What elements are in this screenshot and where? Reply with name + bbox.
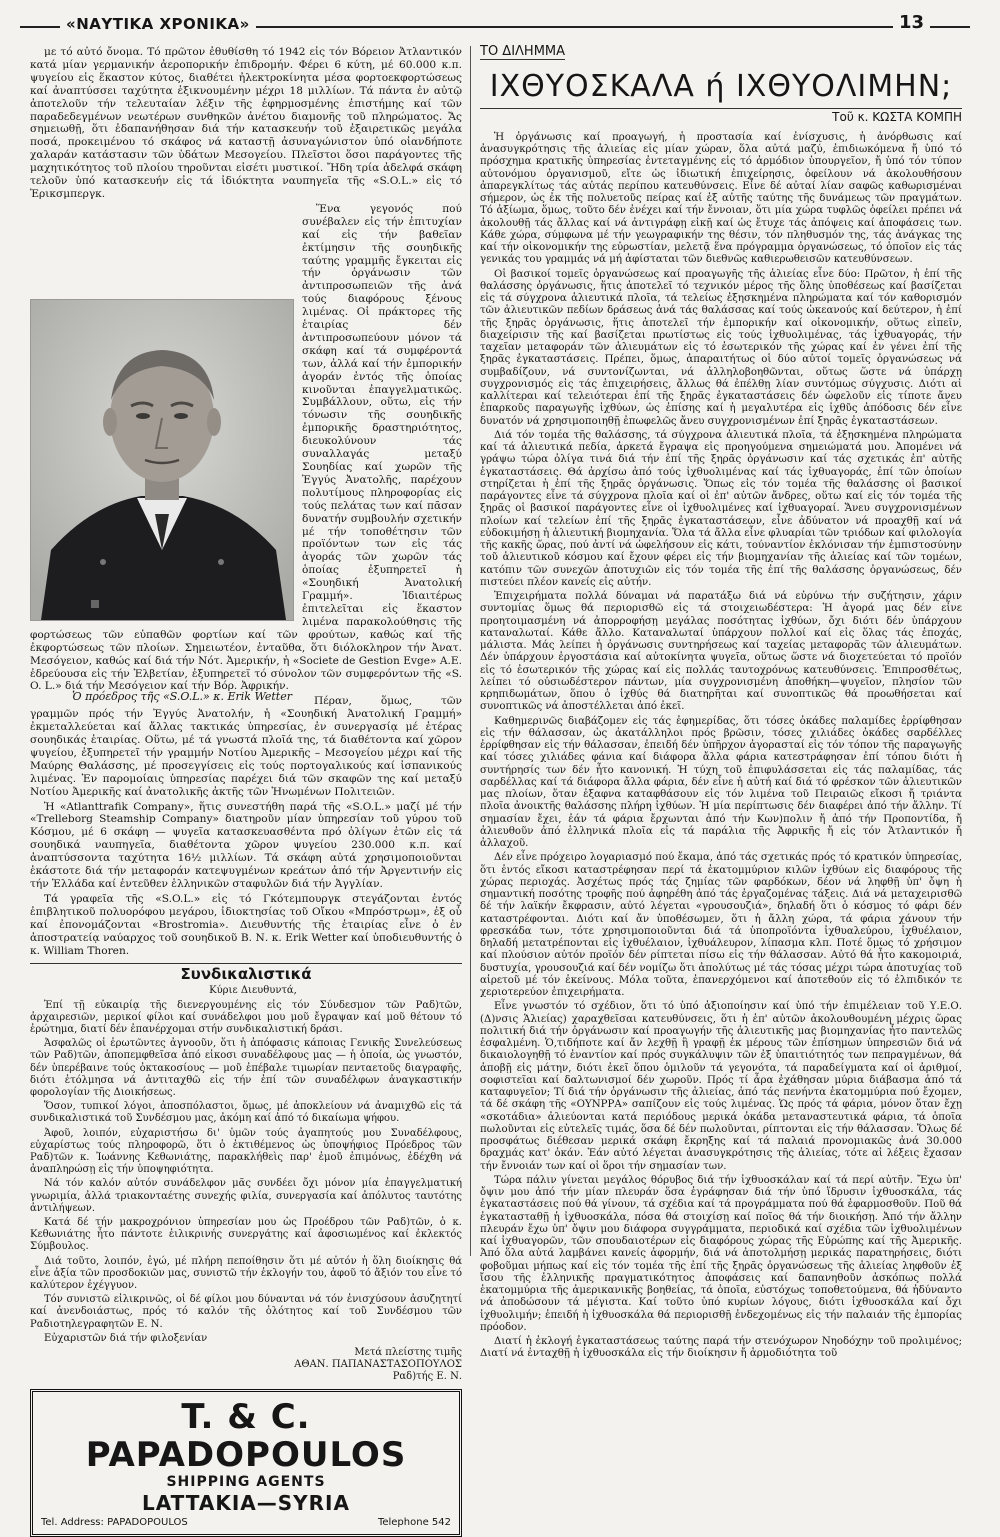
paragraph: Καθημερινῶς διαβάζομεν εἰς τάς ἐφημερίδας, ὅτι τόσες ὀκάδες παλαμίδες ἐρρίφθησαν εἰς τήν θάλασσαν, ὡς ἀκατάλληλοι πρός βρῶσιν, τόσες χιλιάδες ὀκάδες σαρδέλλες ἐρρίφθησαν εἰς τήν θάλασσαν, ἐπειδή δέν ὑπῆρχον ἀγορασταί εἰς τόν τόπον τῆς παραγωγῆς καί τόσες χιλιάδες φάνια καί διάφορα ἄλλα φάρια κατεστράφησαν ἐπί τόπου διότι ἡ συντήρησίς των δέν ἦτο κανονική. Ἡ τύχη τοῦ ἐπιφυλάσσεται εἰς τάς παλαμίδας, τάς σαρδέλλας καί τά διάφορα ἄλλα φάρια, δέν εἶνε ἡ αὐτή καί διά τό φρέσκον τῶν ἁλιευτικῶν μας πλοίων, ὅταν ἐξαφνα καταφθάσουν εἰς τόν λιμένα τοῦ Πειραιῶς εἴκοσι ἤ τριάντα πλοῖα ἀνοικτῆς θαλάσσης πλήρη ἰχθύων. Ἡ μία περίπτωσις δέν διαφέρει ἀπό τήν ἄλλην. Τί σημασίαν ἔχει, ἐάν τά φάρια ἔρχωνται ἀπό τήν Κων)πολιν ἤ ἀπό τήν Προποντίδα, ἤ ἀλιευθοῦν ἀπό ἑλληνικά πλοῖα εἰς τά παράλια τῆς Ἀφρικῆς ἤ εἰς τόν Ἀτλαντικόν ἤ ἀλλαχοῦ. bbox=[480, 715, 962, 850]
paragraph: Εἶνε γνωστόν τό σχέδιον, ὅτι τό ὑπό ἀξιοποίησιν καί ὑπό τήν ἐπιμέλειαν τοῦ Υ.Ε.Ο. (Δ)νσις Ἁλιείας) χαραχθεῖσαι κατευθύνσεις, ὅτι ἡ ἐπ' αὐτῶν ἀκολουθουμένη μέχρις ὥρας πολιτική διά τήν ὀργάνωσιν καί προαγωγήν τῆς ἁλιευτικῆς μας βιομηχανίας ἦτο παντελῶς ἐσφαλμένη. Ὁ,τιδήποτε καί ἄν λεχθῇ ἢ γραφῇ ἐκ μέρους τῶν ἐπίσημων ὑπηρεσιῶν διά νά δικαιολογηθῇ τό ἐναντίον καί πρός συγκάλυψιν τῶν ἐξ ὑπαιτιότητός των πεπραγμένων, θά ἀποβῇ εἰς μάτην, διότι ἐκεῖ ὅπου ὁμιλοῦν τά γεγονότα, τά παραδείγματα καί οἱ ἀριθμοί, σοφιστεῖαι καί δαλτωνισμοί δέν χωροῦν. Πρός τί ἆρα ἐχάθησαν μύρια διάβασμα ἀπό τά καταφυγεῖον; Τί διά τήν ὀργάνωσιν τῆς ἁλιείας, ἀπό τάς πενήντα ἑκατομμύρια πού ἔχομεν, τά δέ σκάφη τῆς «ΟΥΝΡΡΑ» σαπίζουν εἰς τούς λιμένας. Ὡς πρός τά φάρια, μόνον ὅταν ἔχῃ «σκοτάδια» ἀλιεύονται κατά περιόδους μερικά ὀκάδα μεταναστευτικά φάρια, τά ὁποῖα πωλοῦνται εἰς εὐτελεῖς τιμάς, ὅσα δέ δέν πωλοῦνται, ρίπτονται εἰς τήν θάλασσαν. Ὅλως δέ προσφάτως διέθεσαν μερικά σκάφη ἔκρηξης καί τά παλαιά προνομιακῶς ἀνά 30.000 δραχμάς κατ' ὀκάν. Ἐάν αὐτό λέγεται ἀνασυγκρότησις τῆς ἁλιείας, τότε αἱ λέξεις ἔχασαν τήν ἔννοιάν των καί οἱ ὅροι τήν σημασίαν των. bbox=[480, 1001, 962, 1172]
letter-salutation: Κύριε Διευθυντά, bbox=[209, 985, 297, 997]
letter-paragraph: Ἀφοῦ, λοιπόν, εὐχαριστήσω δι' ὑμῶν τούς ἀγαπητούς μου Συναδέλφους, εὐχαρίστως τούς πληροφορῶ, ὅτι ὁ ἐκτιθέμενος ὡς ὑποψήφιος Πρόεδρος τῶν Ραδ)τῶν κ. Ἰωάννης Κεθωνιάτης, παρακλήθεὶς παρ' ἐμοῦ ἐπιμόνως, ἐδέχθη νά ἀναπληρώσῃ εἰς τήν ὑποψηφιότητα. bbox=[30, 1127, 462, 1176]
column-divider bbox=[470, 46, 471, 1256]
article-continuation bbox=[30, 46, 462, 957]
ad-line: SHIPPING AGENTS bbox=[166, 1474, 326, 1491]
letter-paragraph: Νά τόν καλόν αὐτόν συνάδελφον μᾶς συνδέει ὄχι μόνον μία ἐπαγγελματική γνωριμία, ἀλλά τριακονταέτης συνεχής φιλία, συνεργασία καί ἀπόλυτος ταυτότης ἀντιλήψεων. bbox=[30, 1178, 462, 1214]
paragraph: Τώρα πάλιν γίνεται μεγάλος θόρυβος διά τήν ἰχθυοσκάλαν καί τά περί αὐτῆν. Ἔχω ὑπ' ὄψιν μου ἀπό τήν μίαν πλευράν ὅσα ἐγράφησαν διά τήν ὑπό ἵδρυσιν ἰχθυοσκάλα, τάς ἐγκαταστάσεις πού θά γίνουν, τά σχέδια καί τά προγράμματα πού θά ἐφαρμοσθοῦν. Ποῦ θά ἐγκατασταθῇ ἡ ἰχθυοσκάλα, πόσα θά στοιχίσῃ καί ποῖος θά τήν διοικήσῃ. Ἀπό τήν ἄλλην πλευράν ἔχω ὑπ' ὄψιν μου διάφορα συγγράμματα, περιοδικά καί σχέδια τῶν ἰχθυολιμένων καί ἰχθυαγορῶν, τῶν σπουδαιοτέρων εἰς διαφόρους χώρας τῆς Εὐρώπης καί τῆς Ἀμερικῆς. Ἀπό ὅλα αὐτά λαμβάνει κανείς ἀφορμήν, διά νά ἀποτολμήσῃ μερικάς παρατηρήσεις, διότι φοβοῦμαι μήπως καί εἰς τόν τομέα τῆς ἐπί τῆς ξηρᾶς ὀργανώσεως τῆς ἁλιείας ληφθοῦν ἐξ ἴσου τῆς ἑλληνικῆς πραγματικότητος ἀποφάσεις καί δαπανηθοῦν ἀσκόπως πολλά ἑκατομμύρια τῆς ἀμερικανικῆς βοηθείας, τά ὁποῖα, εὐστόχως τοποθετούμενα, θά ἠδύναντο νά ἀποδώσουν τά μέγιστα. Καί τοῦτο ὑπό κυρίων λόγους, διότι ἰχθυοσκάλα καί ὄχι ἰχθυολιμήν; ἐπειδή ἡ ἰχθυοσκάλα θά περιορισθῇ ἐνδεχομένως εἰς τήν παλαιάν τῆς ἐμπορίας πρόοδον. bbox=[480, 1174, 962, 1333]
letter-signature: ΑΘΑΝ. ΠΑΠΑΝΑΣΤΑΣΟΠΟΥΛΟΣ bbox=[294, 1359, 462, 1371]
right-column bbox=[480, 46, 962, 1363]
paragraph: Δέν εἶνε πρόχειρο λογαριασμό πού ἔκαμα, ἀπό τάς σχετικάς πρός τό κρατικόν ὑπηρεσίας, ὅτι ἐντός εἴκοσι καταστρέφησαν περί τά ἐκατομμύριον κιλῶν ἰχθύων εἰς διαφόρους τῆς χώρας περιοχάς. Ἀσχέτως πρός τάς ζημίας τῶν φαρδόκων, δέον νά ληφθῇ ὑπ' ὄψη ἡ σημαντική ποσότης τροφῆς πού ἀφηρέθη ἀπό τάς ἐργαζομένας τάξεις. Διά νά μεταχειρισθῶ δέ τήν λαϊκήν ἔκφρασιν, αὐτό λέγεται «γρουσουζιά», δηλαδή ὅτι ὁ κόσμος τό φάρι δέν καταστρέφονται. Διότι καί ἄν ὑποθέσωμεν, ὅτι ἡ ἄλλη χώρα, τά φάρια χάνουν τήν φρεσκάδα των, τότε χρησιμοποιοῦνται διά τά ὑποπροϊόντα ἰχθυαλεύρου, ἰχθυέλαιον, δηλαδή μετατρέπονται εἰς ἰχθυέλαιον, ἰχθυάλευρον, λίπασμα κλπ. Ποτέ ὅμως τό χρήσιμον καί πλούσιον αὐτόν προϊόν δέν ρίπτεται πίσω εἰς τήν θάλασσαν. Αὐτό θά ἦτο κακομοιριά, δυστυχία, γρουσουζιά καί δέν νομίζω ὅτι ἀπολύτως μέ τάς τόσας μέχρι τώρα ἀποτυχίας τοῦ αἱρετοῦ μέ τόν ἐκείνους. Μόλα τοῦτα, ἐπανερχόμενοι καί ἀποτεθούν εἰς τό ἐλπιδικόν τε χεριοτερεύον ἐπιχειρήματα. bbox=[480, 852, 962, 999]
letter-paragraph: Ὅσον, τυπικοί λόγοι, ἀποσπόλαστοι, ὅμως, μέ ἀποκλείουν νά ἀναμιχθῶ εἰς τά συνδικαλιστικά τοῦ Συνδέσμου μας, ἀκόμη καί ἀπό τό δικαίωμα ψήφου. bbox=[30, 1101, 462, 1125]
letter-paragraph: Ἐπί τῇ εὐκαιρίᾳ τῆς διενεργουμένης εἰς τόν Σύνδεσμον τῶν Ραδ)τῶν, ἀρχαιρεσιῶν, μερικοί φίλοι καί συνάδελφοι μου μοῦ ἔγραψαν καί μοῦ θέτουν τό ἐρώτημα, διατί δέν ἐπανέρχομαι στήν συνδικαλιστική δράσι. bbox=[30, 999, 462, 1035]
section-title: Συνδικαλιστικά bbox=[30, 963, 462, 981]
letter-paragraph: Κατά δέ τήν μακροχρόνιον ὑπηρεσίαν μου ὡς Προέδρου τῶν Ραδ)τῶν, ὁ κ. Κεθωνιάτης ἦτο πάντοτε ἐιλικρινής συνεργάτης καί ἀφοσιωμένος καί ἐκλεκτός Σύμβουλος. bbox=[30, 1217, 462, 1253]
letter-role: Ραδ)τής Ε. Ν. bbox=[392, 1371, 462, 1383]
paragraph: Διατί ἡ ἐκλογή ἐγκαταστάσεως ταύτης παρά τήν στενόχωρον Νηοδόχην τοῦ προλιμένος; Διατί νά ἐνταχθῇ ἡ ἰχθυοσκάλα εἰς τήν διοίκησιν ἤ ἁρμοδιότητα τοῦ bbox=[480, 1336, 962, 1360]
ad-company-name: T. & C. PAPADOPOULOS bbox=[85, 1397, 407, 1476]
article-body bbox=[480, 132, 962, 1361]
page-header bbox=[20, 12, 970, 38]
letter bbox=[30, 985, 462, 1383]
photo-caption: Ὁ πρόεδρος τῆς «S.O.L.» κ. Erik Wetter bbox=[72, 690, 292, 704]
paragraph: Διά τόν τομέα τῆς θαλάσσης, τά σύγχρονα ἁλιευτικά πλοῖα, τά ἐξησκημένα πληρώματα καί τά ἁλιευτικά πεδία, ἀρκετά ἔγραψα εἰς προηγούμενα σημειώματά μου. Ἀπομένει νά γράψω τώρα ὀλίγα τινά διά τήν ἐπί τῆς ξηρᾶς ὀργάνωσιν καί τάς σχετικάς ἐπ' αὐτῆς ἐγκαταστάσεις. Θά ἀρχίσω ἀπό τούς ἰχθυολιμένας καί τάς ἰχθυαγοράς, ἐπί τῶν ὁποίων στηρίζεται ἡ ἐπί τῆς ξηρᾶς ὀργάνωσις. Ὅπως εἰς τόν τομέα τῆς θαλάσσης οἱ βασικοί παράγοντες εἶνε τά σύγχρονα πλοῖα καί οἱ ἐπ' αὐτῶν ἄνδρες, οὕτω καί εἰς τόν τομέα τῆς ξηρᾶς οἱ βασικοί παράγοντες εἶνε οἱ ἰχθυολιμένες καί ἰχθυαγοραί. Ἄνευ συγχρονισμένων πλοίων καί τελείων ἐπί τῆς ξηρᾶς ἐγκαταστάσεων, εἶνε ἀδύνατον νά προαχθῇ καί νά εὐδοκιμήσῃ ἡ ἁλιευτική βιομηχανία. Ὅλα τά ἄλλα εἶνε φλυαρίαι τῶν τριόδων καί φιλολογία τῆς κακῆς ὥρας, πού ἀντί νά ὠφελήσουν εἰς κάτι, τούναντίον ἐκλόνισαν τήν ἐμπιστοσύνην τοῦ ἁλιευτικοῦ κόσμου καί ἔχουν φέρει εἰς τήν βιομηχανίαν τῆς ἁλιείας καί τῶν τομέων, κατόπιν τῶν συνεχῶν ἀποτυχιῶν εἰς τόν τομέα τῆς ἐπί τῆς θαλάσσης ὀργανώσεως, δέν πιστεύει πλέον κανείς εἰς αὐτήν. bbox=[480, 429, 962, 588]
paragraph: Ἐπιχειρήματα πολλά δύναμαι νά παρατάξω διά νά εὐρύνω τήν συζήτησιν, χάριν συντομίας ὅμως θά περιορισθῶ εἰς τά στοιχειωδέστερα: Ἡ ἀγορά μας δέν εἶνε προητοιμασμένη νά ἀπορροφήσῃ μεγάλας ποσότητας ἰχθύων, ὄχι διότι δέν ὑπάρχουν καταναλωταί. Κάθε ἄλλο. Καταναλωταί ὑπάρχουν πολλοί καί εἰς ὅλας τάς ἐποχάς, μάλιστα. Μάς λείπει ἡ ὀργάνωσις συντηρήσεως καί ταχείας μεταφορᾶς τῶν ἁλιευμάτων. Δέν ὑπάρχουν ἐργοστάσια καί αὐτοκίνητα ψυγεῖα, οὕτως ὥστε νά διοχετεύεται τό προϊόν εἰς τό ἐσωτερικόν τῆς χώρας καί εἰς πολλάς ταυτοχρόνως κατευθύνσεις. Ἐπιπροσθέτως, λείπει τό οὐσιωδέστερον πάντων, μία συγχρονισμένη ἀποθήκη—ψυγεῖον, πλησίον τῶν κρηπιδωμάτων, ὅπου ὁ ἰχθύς θά διατηρῆται καί συνοπτικῶς θά προωθήσεται καί συνοπτικῶς νά ἀποστέλλεται ἀπό ἐκεῖ. bbox=[480, 591, 962, 713]
letter-paragraph: Διά τοῦτο, λοιπόν, ἐγώ, μέ πλήρη πεποίθησιν ὅτι μέ αὐτόν ἡ ὅλη διοίκησις θά εἶνε ἀξία τῶν προσδοκιῶν μας, συνιστῶ τήν ἐκλογήν του, ἀφοῦ τό ἄξιόν του εἶνε τό καλύτερον ἐχέγγυον. bbox=[30, 1255, 462, 1292]
publication-name: «ΝΑΥΤΙΚΑ ΧΡΟΝΙΚΑ» bbox=[60, 15, 256, 33]
letter-paragraph: Τόν συνιστῶ εἰλικρινῶς, οἱ δέ φίλοι μου δύνανται νά τόν ἐνισχύσουν ἀσυζητητί καί ἀνενδοιάστως, πρός τό καλόν τῆς ὁλότητος καί τοῦ Συνδέσμου τῶν Ραδιοτηλεγραφητῶν Ε. Ν. bbox=[30, 1294, 462, 1330]
letter-closing: Μετά πλείστης τιμῆς bbox=[354, 1347, 462, 1359]
left-column bbox=[30, 46, 462, 1537]
page-number: 13 bbox=[893, 12, 930, 33]
article-byline: Τοῦ κ. ΚΩΣΤΑ ΚΟΜΠΗ bbox=[832, 109, 962, 124]
paragraph: με τό αὐτό ὄνομα. Τό πρῶτον ἐθυθίσθη τό 1942 εἰς τόν Βόρειον Ἀτλαντικόν κατά μίαν γερμανικήν ἀεροπορικήν ἐπιδρομήν. Φέρει 6 κύτη, μέ 60.000 κ.π. ψυγείου εἰς ἕκαστον κύτος, διαθέτει ἠλεκτροκίνητα μέσα φορτοεκφορτώσεως καί ἀναπτύσσει ταχύτητα ἐξικνουμένην μέχρι 18 μιλλίων. Τά πάντα ἐν αὐτῷ ἀποτελοῦν τήν τελευταίαν λέξιν τῆς ἐφηρμοσμένης ἐπιστήμης καί τῶν παραδεδεγμένων νεωτέρων συνθηκῶν ἀνέτου διαμονῆς τοῦ πληρώματος. Ἄς σημειωθῇ, ὅτι ἐδαπανήθησαν διά τήν κατασκευήν τοῦ ἐξαιρετικῶς μεγάλα ποσά, προκειμένου τό σκάφος νά καταστῇ ἀσυναγώνιστον ὑπό οἱανδήποτε χαλαράν κατάστασιν τῶν ὑδάτων Μεσογείου. Πλεῖστοι ὅσοι παράγοντες τῆς μαχητικότητος τοῦ πλοίου τηροῦνται εἰσέτι μυστικοί. Ἤδη τρία ἀδελφά σκάφη τελοῦν ὑπό κατασκευήν εἰς τά ἰδιόκτητα ναυπηγεῖα τῆς «S.O.L.» εἰς τό Ἐρικσμπεργκ. bbox=[30, 46, 462, 200]
letter-paragraph: Εὐχαριστῶν διά τήν φιλοξενίαν bbox=[44, 1332, 208, 1344]
ad-footer bbox=[41, 1517, 451, 1530]
advertisement bbox=[30, 1389, 462, 1537]
paragraph: Τά γραφεῖα τῆς «S.O.L.» εἰς τό Γκότεμπουργκ στεγάζονται ἐντός ἐπιβλητικοῦ πολυορόφου μεγάρου, ἰδιοκτησίας τοῦ Οἴκου «Μπρόστρωμ», ἐξ οὗ καί ἐπονομάζονται «Brostromia». Διευθυντής τῆς ἑταιρίας εἶνε ὁ ἐν ἀποστρατείᾳ ναύαρχος τοῦ σουηδικοῦ Β. Ν. κ. Erik Wetter καί ὑποδιευθυντής ὁ κ. William Thoren. bbox=[30, 892, 462, 957]
portrait-image bbox=[31, 300, 293, 620]
paragraph: Πέραν, ὅμως, τῶν γραμμῶν πρός τήν Ἐγγύς Ἀνατολήν, ἡ «Σουηδική Ἀνατολική Γραμμή» ἐκμεταλλεύεται καί ἄλλας τακτικάς ὑπηρεσίας, ἐν συνεργασίᾳ μέ ἑτέρας σουηδικάς ἑταιρίας. Οὕτω, μέ τά γνωστά πλοῖά της, τά διαθέτοντα καί χῶρον ψυγείου, ἐξυπηρετεῖ τήν γραμμήν Νοτίου Ἀμερικῆς – Μεσογείου μέχρι καί τῆς Μαύρης Θαλάσσης, μέ προσεγγίσεις εἰς τούς πορτογαλικούς καί ἰσπανικούς λιμένας. Ἐν παρομοίαις ὑπηρεσίας παρέχει διά τῶν σκαφῶν της καί μεταξύ Νοτίου Ἀμερικῆς καί ἀνατολικῆς ἀκτῆς τῶν Ἡνωμένων Πολιτειῶν. bbox=[30, 695, 462, 798]
article-title: ΙΧΘΥΟΣΚΑΛΑ ή ΙΧΘΥΟΛΙΜΗΝ; bbox=[480, 70, 962, 109]
ad-telephone: Telephone 542 bbox=[377, 1517, 451, 1529]
paragraph: Οἱ βασικοί τομεῖς ὀργανώσεως καί προαγωγῆς τῆς ἁλιείας εἶνε δύο: Πρῶτον, ἡ ἐπί τῆς θαλάσσης ὀργάνωσις, ἥτις ἀποτελεῖ τό τεχνικόν μέρος τῆς ὅλης ὑποθέσεως καί βασίζεται εἰς τά σύγχρονα ἁλιευτικά πλοῖα, τά τελείως ἐξησκημένα πληρώματα καί τόν καθορισμόν τῶν ἁλιευτικῶν πεδίων δράσεως ἀνά τάς θαλάσσας καί τούς ὠκεανούς καί δεύτερον, ἡ ἐπί τῆς ξηρᾶς ὀργάνωσις, ἥτις ἀποτελεῖ τήν ἐμπορικήν καί οἰκονομικήν, οὕτως εἰπεῖν, διαχείρισιν τῆς καί βασίζεται πρωτίστως εἰς τούς ἰχθυολιμένας, τάς ἰχθυαγοράς, τήν ταχεῖαν μεταφοράν τῶν ἁλιευμάτων εἰς τό ἐσωτερικόν τῆς χώρας καί ἐν γένει ἐπί τῆς ξηρᾶς ἐγκαταστάσεις. Πρέπει, ὅμως, ἀπαραιτήτως οἱ δύο αὐτοί τομεῖς ὀργανώσεως νά συμβαδίζουν, νά συντονίζωνται, νά ἀλληλοβοηθῶνται, οὕτως ὥστε νά ὑπάρχῃ συγχρονισμός εἰς τάς ἐπιχειρήσεις, ἄλλως θά ἐπέλθῃ λίαν συντόμως σύγχυσις. Διότι αἱ καλλίτεραι καί τελειότεραι ἐπί τῆς ξηρᾶς ἐγκαταστάσεις δέν ὠφελοῦν εἰς τίποτε ἄνευ ἐπαρκοῦς παραγωγῆς ἰχθύων, ὡς ἐπίσης καί ἡ μεγαλυτέρα εἰς ἰχθῦς ἀπόδοσις δέν εἶνε δυνατόν νά χρησιμοποιηθῇ ἐπωφελῶς ἄνευ συγχρονισμένων ἐπί ξηρᾶς ἐγκαταστάσεων. bbox=[480, 268, 962, 427]
article-kicker: ΤΟ ΔΙΛΗΜΜΑ bbox=[480, 44, 566, 59]
letter-paragraph: Ἀσφαλῶς οἱ ἐρωτῶντες ἀγνοοῦν, ὅτι ἡ ἀπόφασις κάποιας Γενικῆς Συνελεύσεως τῶν Ραδ)τῶν, ἀποπεμφθεῖσα ἀπό εἰκοσι συναδέλφους μας — ἡ ὁποία, ὡς γνωστόν, δέν ὑπερέβαινε τούς ὀκτακοσίους — μοῦ ἐπέβαλε τιμωρίαν πενταετοῦς διαγραφῆς, διότι ἐτόλμησα νά ἀντιταχθῶ εἰς τήν ἐπί τῶν συναδέλφων ἀναγκαστικήν φορολογίαν τῆς Διοικήσεως. bbox=[30, 1038, 462, 1098]
paragraph: Ἡ ὀργάνωσις καί προαγωγή, ἡ προστασία καί ἐνίσχυσις, ἡ ἀνόρθωσις καί ἀνασυγκρότησις τῆς ἁλιείας εἰς μίαν χώραν, ὅλα αὐτά μαζύ, ἐπιδιωκόμενα ἤ ὑπό τό πρόσχημα κρατικῆς ὑπηρεσίας ἐντεταγμένης εἰς τό ἁρμόδιον ὑπουργεῖον, ἤ ὑπό τόν τύπον αὐτονόμου ὀργανισμοῦ, εἴτε ὡς ἰδιωτική ἐπιχείρησις, ὀφείλουν νά ἀκολουθήσουν ἀπαρεγκλίτως τάς αὐτάς περίπου κατευθύνσεις. Εἶνε δέ αὐταί λίαν σαφῶς καθωρισμέναι σήμερον, ὡς ἐκ τῆς πολυετοῦς πείρας καί ἐξ αὐτῆς ταύτης τῆς δυνάμεως τῶν πραγμάτων. Τό ἀξίωμα, ὅμως, τοῦτο δέν ἐνέχει καί τήν ἔννοιαν, ὅτι μία χώρα τυφλῶς ὀφείλει πρέπει νά ἀκολουθῇ τάς ἄλλας καί νά ἀντιγράφῃ εἰκῇ καί ὡς ἔτυχε τάς ἀπόψεις καί ἀποφάσεις των. Κάθε χώρα, σύμφωνα μέ τήν γεωγραφικήν της θέσιν, τόν πληθυσμόν της, τάς ἀνάγκας της καί τήν οἰκονομικήν της εὐρωστίαν, μελετᾷ ἕνα πρόγραμμα ὀργανώσεως, τό ὁποῖον εἰς τάς γενικάς του γραμμάς νά μή ἀφίσταται τῶν διεθνῶς καθιερωθεισῶν κατευθύνσεων. bbox=[480, 131, 962, 266]
header-rule-right bbox=[280, 26, 970, 28]
paragraph: Ἕνα γεγονός πού συνέβαλεν εἰς τήν ἐπιτυχίαν καί εἰς τήν βαθεῖαν ἐκτίμησιν τῆς σουηδικῆς ταύτης γραμμῆς ἔγκειται εἰς τήν ὀργάνωσιν τῶν ἀντιπροσωπειῶν τῆς ἀνά τούς διαφόρους ξένους λιμένας. Οἱ πράκτορες τῆς ἑταιρίας δέν ἀντιπροσωπεύουν μόνον τά σκάφη καί τά συμφέροντά των, ἀλλά καί τήν ἐμπορικήν ἀγοράν ἐντός τῆς ὁποίας κινοῦνται ἐπαγγελματικῶς. Συμβάλλουν, οὕτω, εἰς τήν τόνωσιν τῆς σουηδικῆς ἐμπορικῆς δραστηριότητος, διευκολύνουν τάς συναλλαγάς μεταξύ Σουηδίας καί χωρῶν τῆς Ἐγγύς Ἀνατολῆς, παρέχουν πολυτίμους πληροφορίας εἰς τούς πελάτας των καί πᾶσαν δυνατήν συμβουλήν σχετικήν μέ τήν τοποθέτησιν τῶν προϊόντων των εἰς τάς ἀγοράς τῶν χωρῶν τάς ὁποίας ἐξυπηρετεῖ ἡ «Σουηδική Ἀνατολική Γραμμή». Ἰδιαιτέρως ἐπιτελεῖται εἰς ἕκαστον λιμένα παρακολούθησις τῆς φορτώσεως τῶν εὐπαθῶν φορτίων καί τῶν φρούτων, καθώς καί τῆς ἐκφορτώσεως τῶν πλοίων. Σημειωτέον, ἐνταῦθα, ὅτι διόλοκληρον τήν Ἀνατ. Μεσόγειον, καθώς καί διά τήν Νότ. Ἀμερικήν, ἡ «Societe de Gestion Evge» Α.Ε. ἐδρεύουσα εἰς τήν Ἑλβετίαν, ἐξυπηρετεῖ τό σύνολον τῶν συμφερόντων τῆς «S. O. L.» διά τήν Μεσόγειον καί τήν Βόρ. Ἀφρικήν. bbox=[30, 202, 462, 693]
ad-city: LATTAKIA—SYRIA bbox=[142, 1491, 350, 1516]
ad-tel-address: Tel. Address: PAPADOPOULOS bbox=[41, 1517, 188, 1529]
portrait-photo bbox=[30, 299, 294, 621]
paragraph: Ἡ «Atlanttrafik Company», ἥτις συνεστήθη παρά τῆς «S.O.L.» μαζί μέ τήν «Trelleborg Steamship Company» διατηροῦν μίαν ὑπηρεσίαν τοῦ γύρου τοῦ Κόσμου, μέ 6 σκάφη — ψυγεῖα κατασκευασθέντα πρό ὀλίγων ἐτῶν εἰς τά σουηδικά ναυπηγεῖα, διαθέτοντα χῶρον ψυγείου 230.000 κ.π. καί ἀναπτύσσοντα ταχύτητα 16½ μιλλίων. Τά σκάφη αὐτά χρησιμοποιοῦνται ἑκάστοτε διά τήν μεταφοράν κατεψυγμένων κρεάτων ἀπό τήν Ἀργεντινήν εἰς τήν Ἑλλάδα καί ἐντεῦθεν ἑλληνικῶν σταφυλῶν διά τήν Ἀγγλίαν. bbox=[30, 800, 462, 890]
